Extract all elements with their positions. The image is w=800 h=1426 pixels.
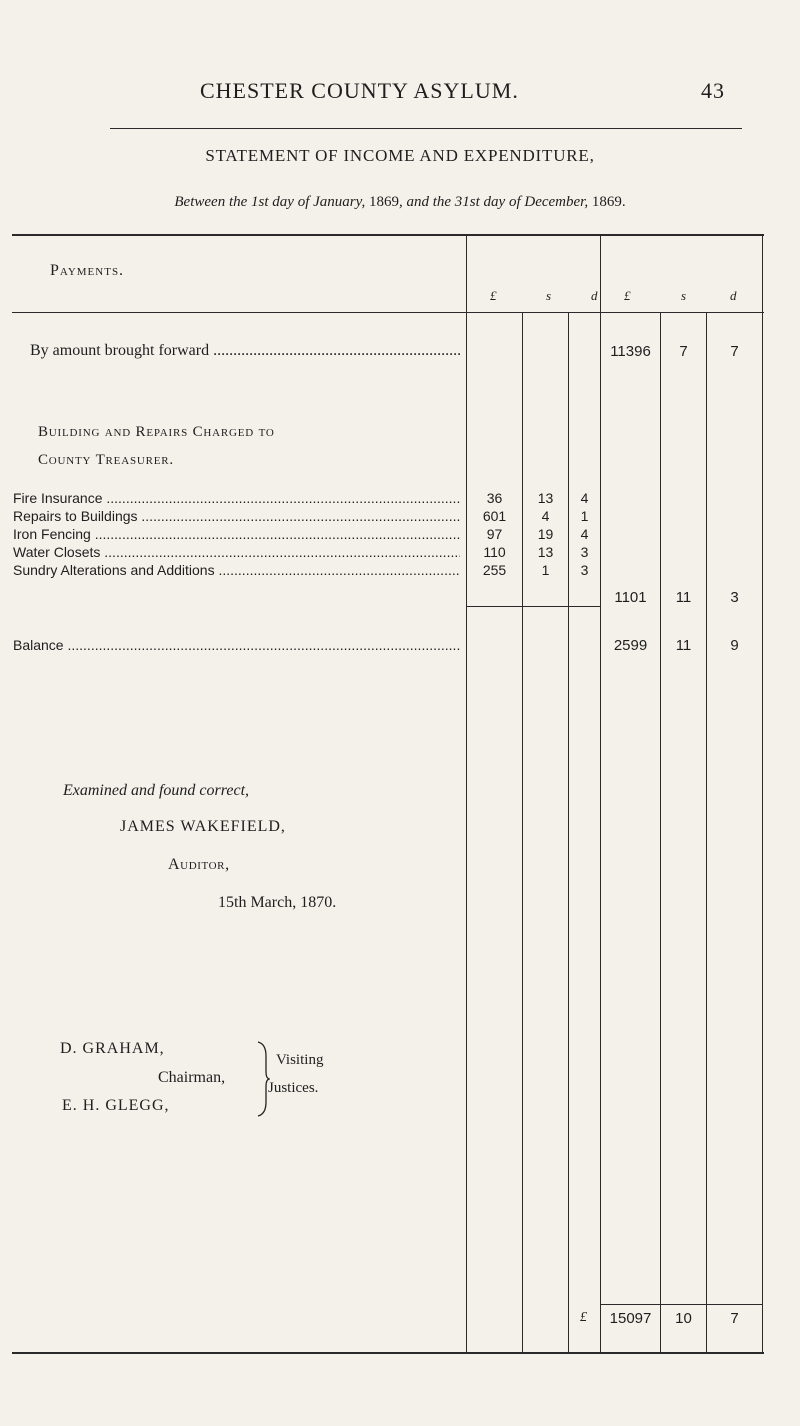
section-heading: Building and Repairs Charged to	[38, 424, 275, 440]
table-top-rule	[12, 234, 764, 236]
balance-pence: 9	[730, 637, 739, 654]
item-pence: 3	[580, 544, 589, 560]
column-rule	[466, 236, 467, 1352]
item-shillings: 13	[537, 544, 554, 560]
item-pounds: 97	[486, 526, 503, 542]
item-pounds: 601	[482, 508, 507, 524]
total-shillings: 10	[675, 1310, 692, 1327]
forward-pounds: 11396	[610, 343, 651, 360]
item-pounds: 255	[482, 562, 507, 578]
forward-label: By amount brought forward .....	[30, 342, 460, 360]
shillings-header: s	[546, 288, 552, 303]
subtotal-rule	[467, 606, 600, 607]
statement-period: Between the 1st day of January, 1869, and the 31st day of December, 1869.	[174, 194, 626, 210]
balance-pounds: 2599	[613, 637, 648, 654]
audit-statement: Examined and found correct,	[63, 782, 250, 799]
item-pence: 3	[580, 562, 589, 578]
justices-group-label: Justices.	[268, 1080, 319, 1096]
auditor-name: JAMES WAKEFIELD,	[120, 818, 286, 835]
item-pence: 1	[580, 508, 589, 524]
item-shillings: 19	[537, 526, 554, 542]
column-rule	[660, 312, 661, 1352]
header-bottom-rule	[12, 312, 764, 313]
item-pence: 4	[580, 490, 589, 506]
item-label: Fire Insurance .....	[13, 490, 460, 506]
pence-header: d	[730, 288, 737, 303]
column-rule	[762, 236, 763, 1352]
total-pence: 7	[730, 1310, 739, 1327]
auditor-title: Auditor,	[168, 856, 230, 873]
audit-date: 15th March, 1870.	[218, 894, 337, 911]
header-rule	[110, 128, 742, 129]
shillings-header: s	[681, 288, 687, 303]
item-label: Repairs to Buildings .....	[13, 508, 460, 524]
forward-pence: 7	[730, 343, 739, 360]
item-label: Water Closets .....	[13, 544, 460, 560]
total-currency: £	[580, 1310, 587, 1325]
justice-name: D. GRAHAM,	[60, 1040, 165, 1057]
pence-header: d	[591, 288, 598, 303]
page-number: 43	[701, 78, 725, 103]
item-pounds: 110	[483, 544, 506, 560]
statement-title: STATEMENT OF INCOME AND EXPENDITURE,	[205, 146, 595, 165]
item-label: Sundry Alterations and Additions .....	[13, 562, 460, 578]
table-bottom-rule	[12, 1352, 764, 1354]
pounds-header: £	[624, 288, 631, 303]
subtotal-shillings: 11	[675, 589, 692, 606]
subtotal-pence: 3	[730, 589, 739, 606]
justice-name: E. H. GLEGG,	[62, 1097, 170, 1114]
total-pounds: 15097	[609, 1310, 652, 1327]
pounds-header: £	[490, 288, 497, 303]
subtotal-pounds: 1101	[614, 589, 647, 606]
balance-shillings: 11	[675, 637, 692, 654]
payments-column-header: Payments.	[50, 262, 125, 279]
total-rule	[601, 1304, 762, 1305]
column-rule	[600, 236, 601, 1352]
item-pence: 4	[580, 526, 589, 542]
balance-label: Balance .....	[13, 637, 460, 653]
item-label: Iron Fencing .....	[13, 526, 460, 542]
column-rule	[706, 312, 707, 1352]
forward-shillings: 7	[679, 343, 688, 360]
item-shillings: 13	[537, 490, 554, 506]
justices-group-label: Visiting	[276, 1052, 324, 1068]
brace-icon	[256, 1040, 270, 1118]
item-shillings: 1	[541, 562, 550, 578]
running-title: CHESTER COUNTY ASYLUM.	[200, 78, 519, 103]
item-pounds: 36	[486, 490, 503, 506]
section-heading: County Treasurer.	[38, 452, 174, 468]
item-shillings: 4	[541, 508, 550, 524]
justice-role: Chairman,	[158, 1069, 226, 1086]
column-rule	[568, 312, 569, 1352]
column-rule	[522, 312, 523, 1352]
